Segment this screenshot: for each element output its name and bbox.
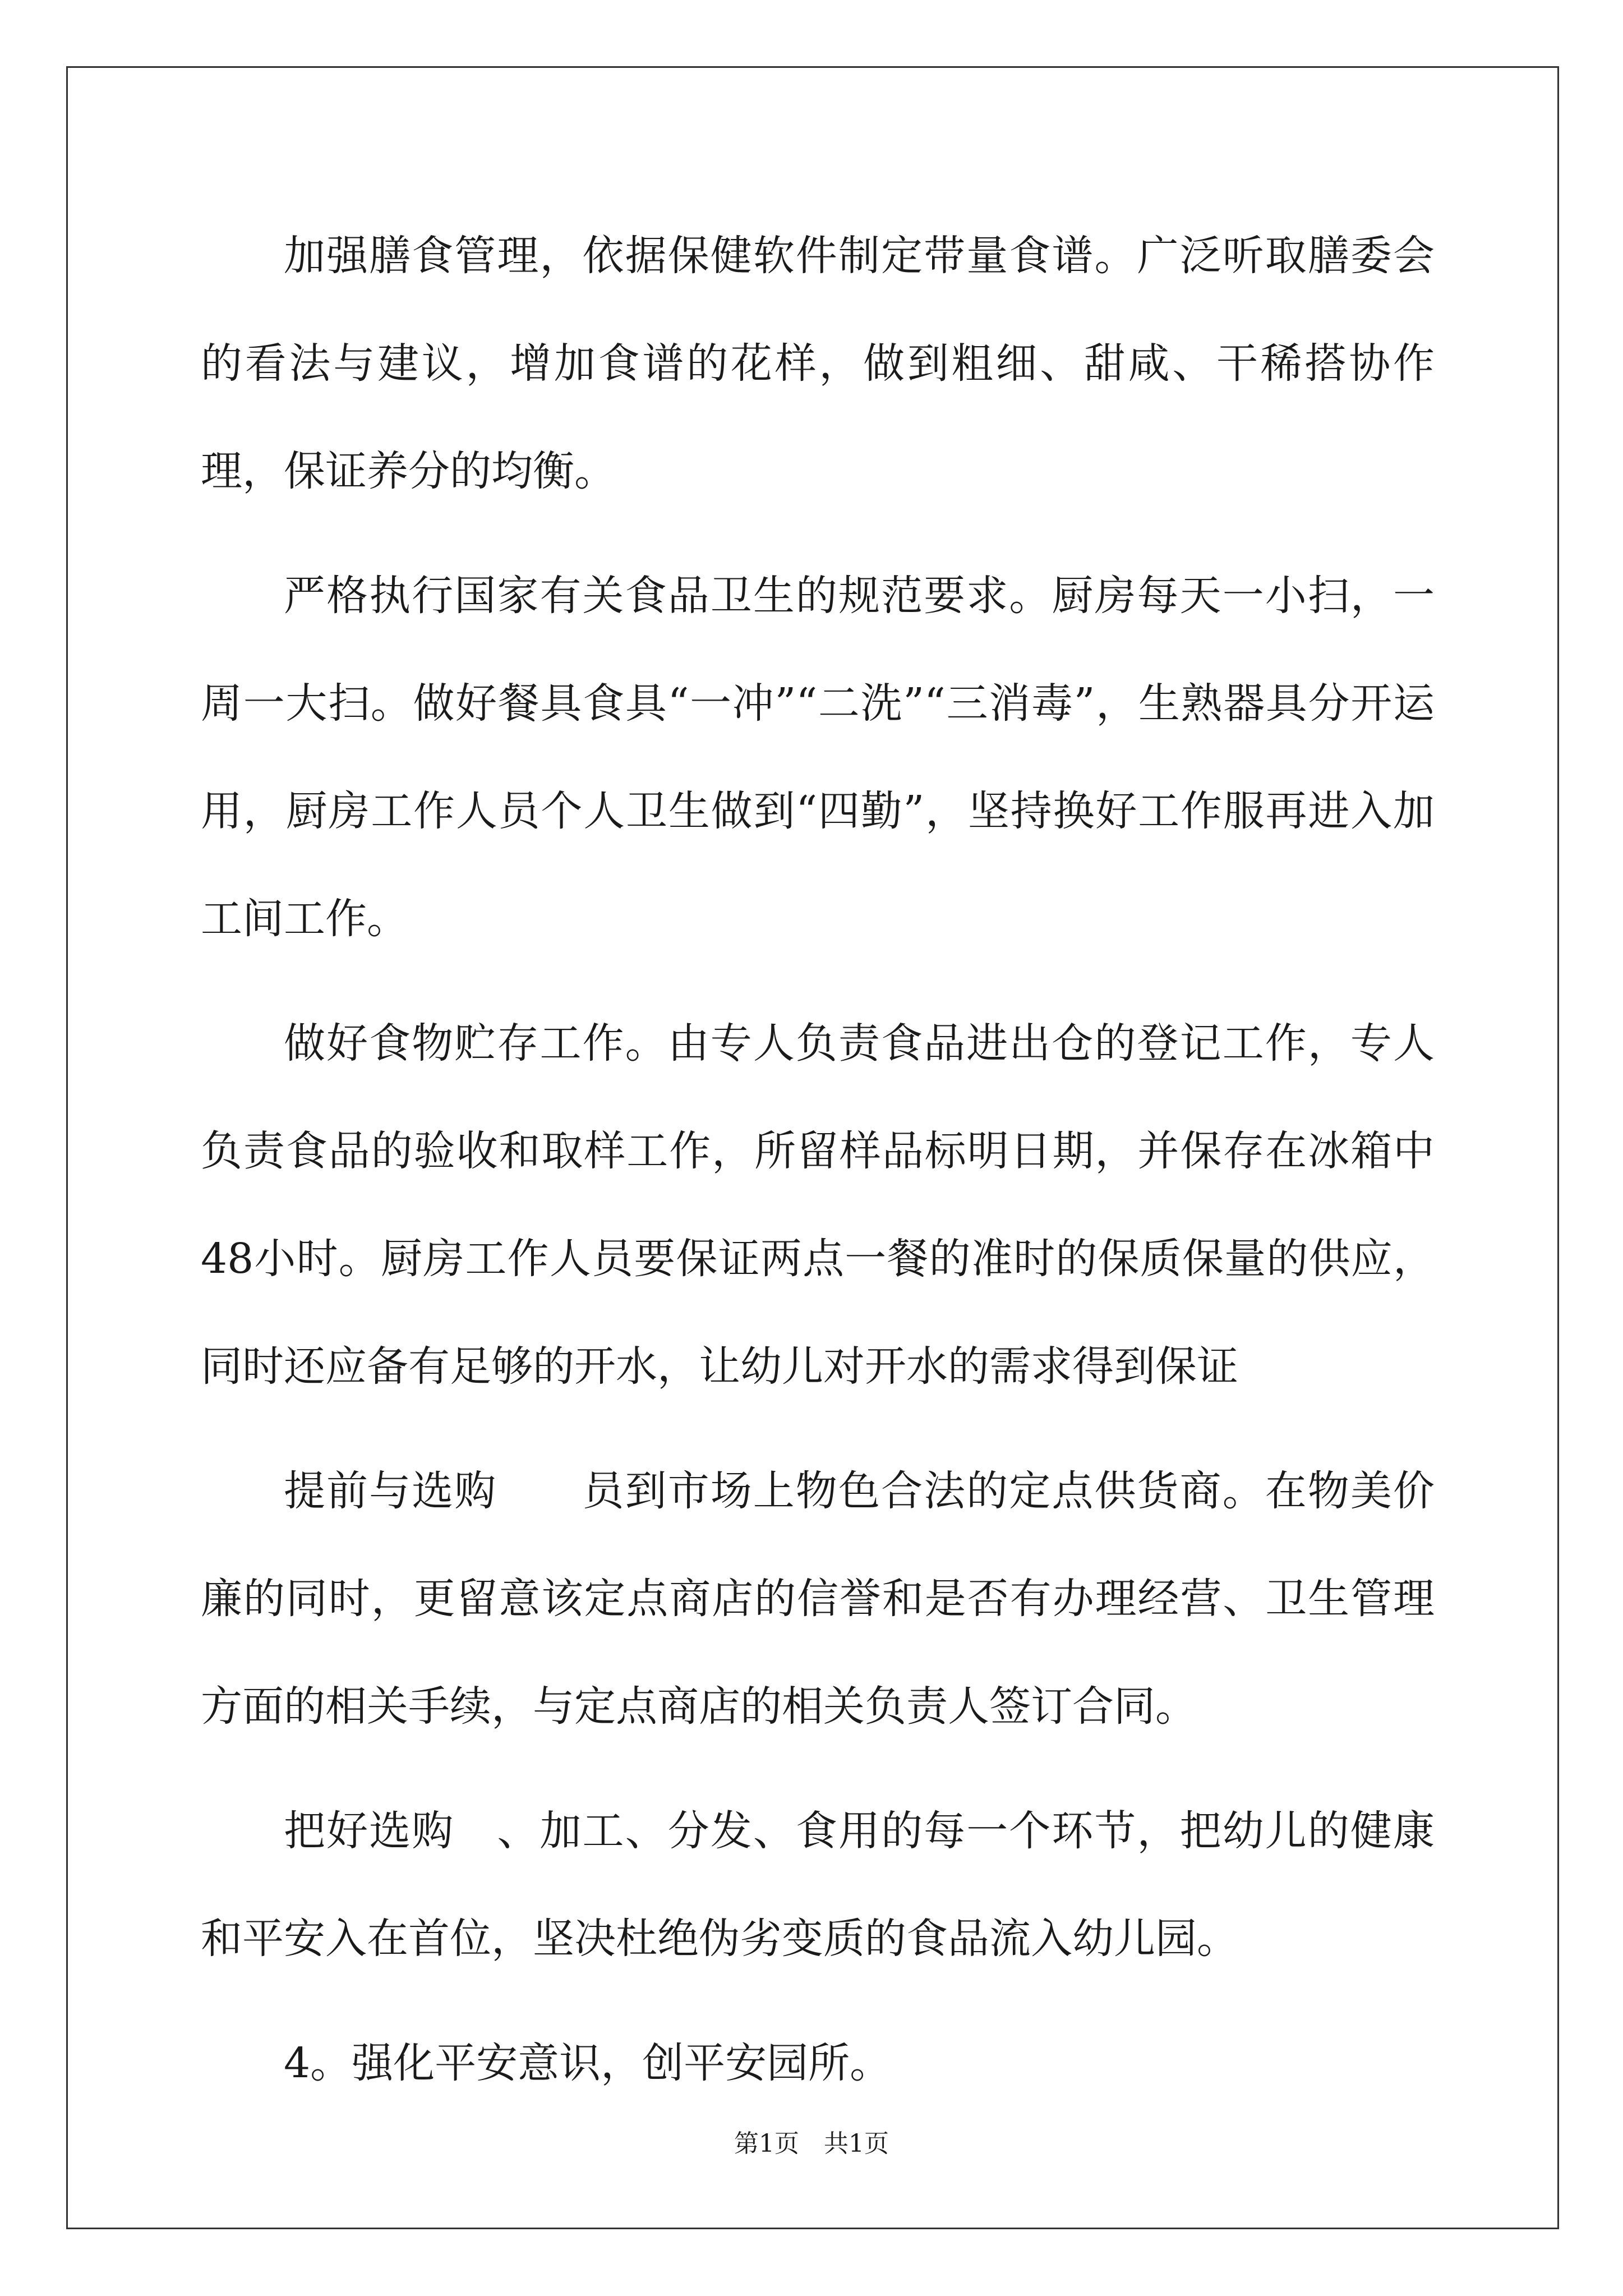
paragraph-6: 4。强化平安意识，创平安园所。 [284, 2039, 892, 2087]
document-body [201, 202, 1435, 2134]
paragraph-4: 提前与选购 员到市场上物色合法的定点供货商。在物美价廉的同时，更留意该定点商店的信誉和是否有办理经营、卫生管理方面的相关手续，与定点商店的相关负责人签订合同。 [201, 1467, 1435, 1731]
paragraph-3: 做好食物贮存工作。由专人负责食品进出仓的登记工作，专人负责食品的验收和取样工作，所留样品标明日期，并保存在冰箱中48小时。厨房工作人员要保证两点一餐的准时的保质保量的供应，同时还应备有足够的开水，让幼儿对开水的需求得到保证 [201, 1019, 1435, 1391]
paragraph-1: 加强膳食管理，依据保健软件制定带量食谱。广泛听取膳委会的看法与建议，增加食谱的花样，做到粗细、甜咸、干稀搭协作理，保证养分的均衡。 [201, 232, 1435, 495]
page-number-footer: 第1页 共1页 [734, 2129, 889, 2158]
paragraph-2: 严格执行国家有关食品卫生的规范要求。厨房每天一小扫，一周一大扫。做好餐具食具“一冲”“二洗”“三消毒”，生熟器具分开运用，厨房工作人员个人卫生做到“四勤”，坚持换好工作服再进入加工间工作。 [201, 572, 1435, 943]
paragraph-5: 把好选购 、加工、分发、食用的每一个环节，把幼儿的健康和平安入在首位，坚决杜绝伪劣变质的食品流入幼儿园。 [201, 1807, 1435, 1963]
